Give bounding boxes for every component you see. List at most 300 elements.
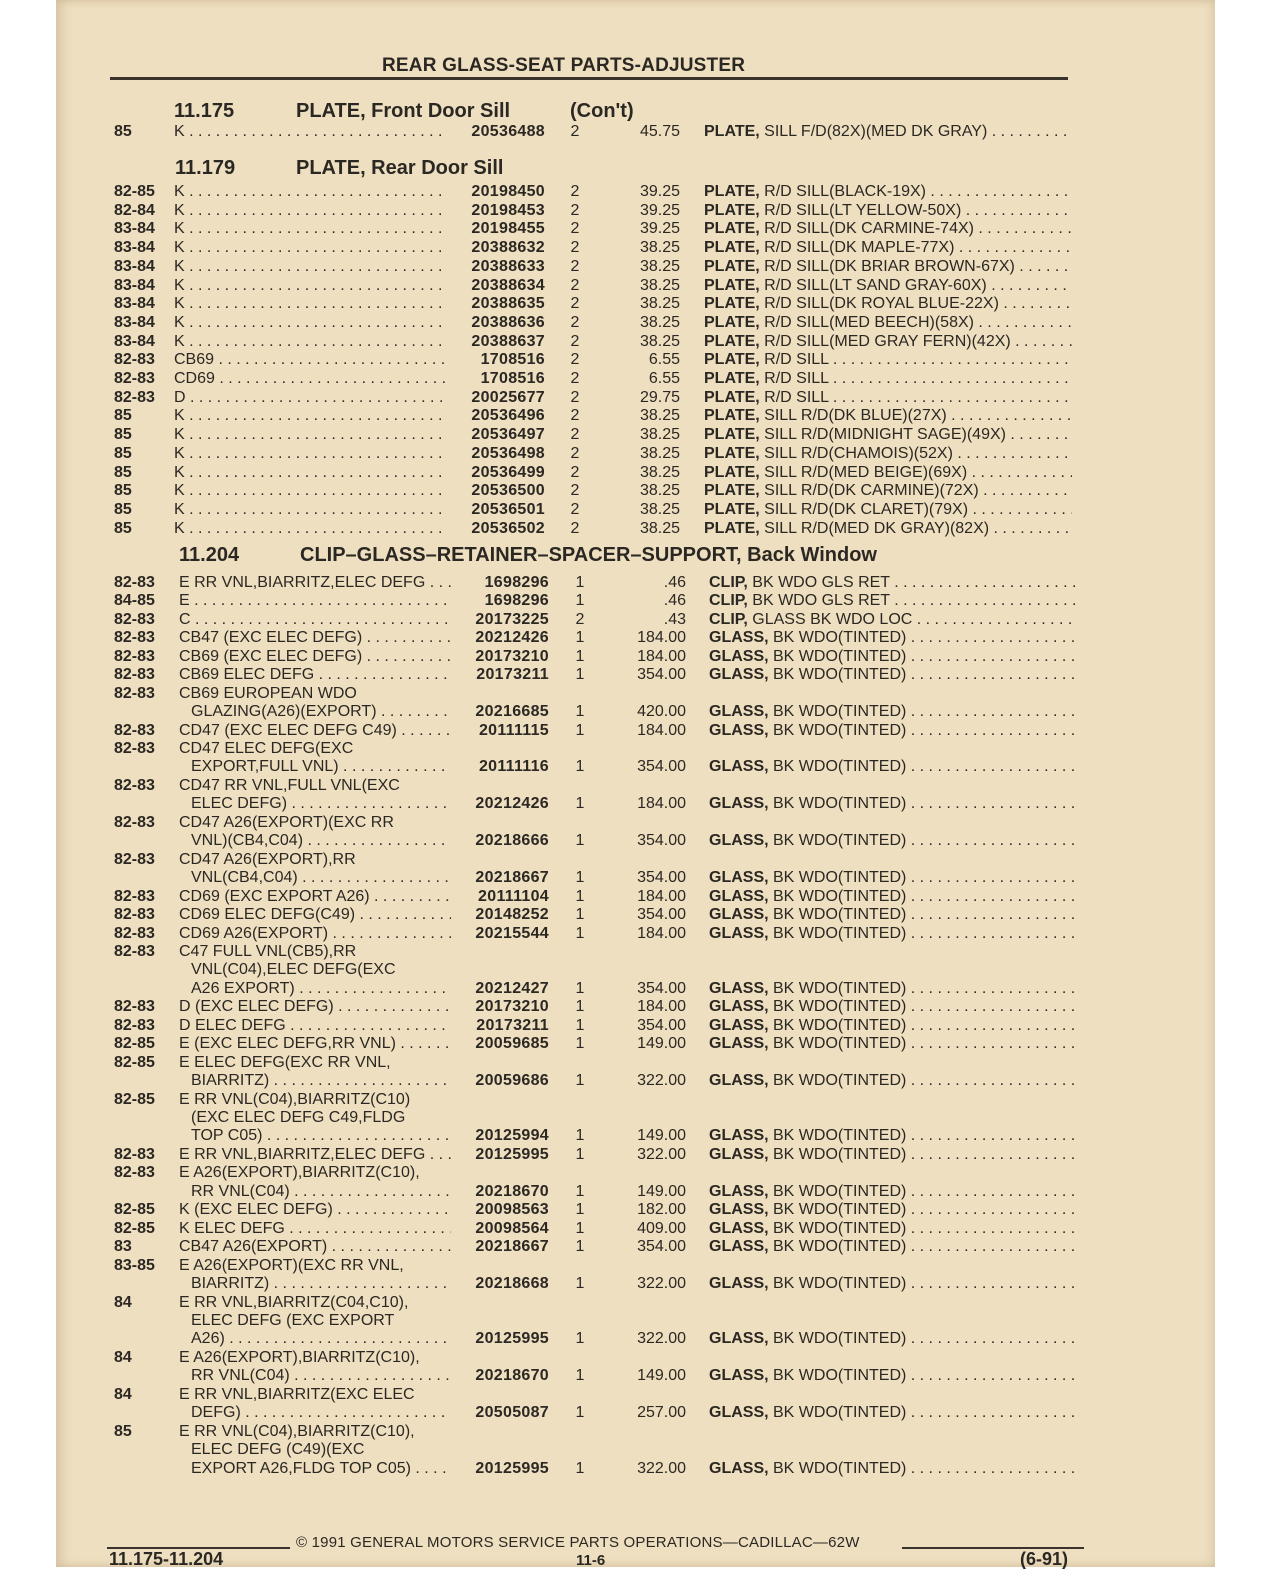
part-number: 20218667 <box>475 869 549 887</box>
part-name <box>704 182 1072 201</box>
usage-description: K . . . <box>174 481 446 500</box>
quantity: 2 <box>570 201 580 219</box>
quantity: 1 <box>575 979 585 997</box>
model-years: 84-85 <box>114 592 155 610</box>
quantity: 1 <box>575 574 585 591</box>
part-row <box>0 238 1275 257</box>
quantity: 2 <box>570 370 580 387</box>
part-row <box>0 721 1275 740</box>
part-number: 20536501 <box>471 500 545 518</box>
usage-description: CD69 . . . <box>174 369 446 388</box>
part-name-keyword: PLATE, <box>704 313 760 331</box>
model-years: 83-84 <box>114 220 155 238</box>
part-name-keyword: GLASS, <box>709 1219 769 1237</box>
part-number: 20198450 <box>471 183 545 200</box>
part-name-keyword: GLASS, <box>709 1072 769 1090</box>
part-name-detail: R/D SILL(MED GRAY FERN)(42X) <box>759 332 1011 350</box>
usage-description: GLAZING(A26)(EXPORT) . . . <box>191 702 451 721</box>
part-name-keyword: PLATE, <box>704 351 760 369</box>
model-years: 82-83 <box>114 370 155 387</box>
part-name-detail: BK WDO(TINTED) <box>768 1238 907 1256</box>
part-name-keyword: GLASS, <box>709 869 769 887</box>
list-price: .46 <box>663 574 686 591</box>
part-name <box>709 610 1076 629</box>
list-price: 322.00 <box>637 1275 686 1293</box>
part-name-detail: R/D SILL <box>759 351 829 369</box>
section-continued-label: (Con't) <box>570 100 634 122</box>
model-years: 85 <box>114 444 132 462</box>
part-name-keyword: GLASS, <box>709 795 769 813</box>
model-years: 82-83 <box>114 666 155 684</box>
part-name-keyword: PLATE, <box>704 257 760 275</box>
part-row <box>0 610 1275 629</box>
model-years: 82-85 <box>114 1035 155 1053</box>
part-name <box>709 1274 1076 1293</box>
usage-description: K . . . <box>174 182 446 201</box>
part-number: 20125995 <box>475 1459 549 1477</box>
part-name <box>709 1182 1076 1201</box>
part-number: 20098563 <box>475 1201 549 1219</box>
quantity: 1 <box>575 703 585 721</box>
list-price: 354.00 <box>637 1016 686 1034</box>
usage-description: CB47 (EXC ELEC DEFG) . . . <box>179 628 451 647</box>
part-name <box>709 1403 1076 1422</box>
part-name <box>704 388 1072 407</box>
part-row <box>0 219 1275 238</box>
part-name-keyword: GLASS, <box>709 1459 769 1477</box>
list-price: 354.00 <box>637 832 686 850</box>
part-number: 20388633 <box>471 257 545 275</box>
part-number: 20025677 <box>471 388 545 406</box>
usage-description: E RR VNL,BIARRITZ,ELEC DEFG . . . <box>179 1145 451 1164</box>
usage-description: VNL(CB4,C04) . . . <box>191 868 451 887</box>
part-name-keyword: GLASS, <box>709 703 769 721</box>
quantity: 1 <box>575 1072 585 1090</box>
part-row <box>0 1200 1275 1219</box>
part-name <box>704 350 1072 369</box>
part-number: 20173211 <box>476 666 549 684</box>
section-number: 11.175 <box>174 100 235 122</box>
part-row <box>0 1256 1275 1293</box>
part-name-keyword: GLASS, <box>709 629 769 647</box>
usage-description: EXPORT A26,FLDG TOP C05) . . . <box>191 1459 451 1478</box>
usage-description: K (EXC ELEC DEFG) . . . <box>179 1200 451 1219</box>
part-name-keyword: PLATE, <box>704 388 760 406</box>
part-number: 20536500 <box>471 482 545 500</box>
part-name-detail: BK WDO(TINTED) <box>768 1182 907 1200</box>
model-years: 82-83 <box>114 740 155 758</box>
quantity: 1 <box>575 1275 585 1293</box>
model-years: 82-83 <box>114 351 155 369</box>
usage-description: VNL)(CB4,C04) . . . <box>191 831 451 850</box>
part-row <box>0 201 1275 220</box>
quantity: 1 <box>575 647 585 665</box>
model-years: 83-84 <box>114 257 155 275</box>
model-years: 82-83 <box>114 1016 155 1034</box>
usage-description: C . . . <box>179 610 451 629</box>
quantity: 1 <box>575 906 585 924</box>
part-name-keyword: GLASS, <box>709 1016 769 1034</box>
part-name-detail: R/D SILL(MED BEECH)(58X) <box>759 313 974 331</box>
part-name <box>704 500 1072 519</box>
usage-description: E A26(EXPORT),BIARRITZ(C10), <box>179 1164 420 1182</box>
quantity: 1 <box>575 998 585 1016</box>
quantity: 1 <box>575 758 585 776</box>
list-price: 39.25 <box>639 183 680 200</box>
model-years: 82-83 <box>114 1145 155 1163</box>
part-name <box>704 444 1072 463</box>
part-name <box>704 201 1072 220</box>
part-name-keyword: GLASS, <box>709 1182 769 1200</box>
part-row <box>0 388 1275 407</box>
part-row <box>0 257 1275 276</box>
part-name-keyword: PLATE, <box>704 482 760 500</box>
list-price: 257.00 <box>637 1404 686 1422</box>
part-number: 20212426 <box>475 795 549 813</box>
model-years: 84 <box>114 1385 132 1403</box>
list-price: 184.00 <box>637 924 686 942</box>
part-name <box>709 1071 1076 1090</box>
part-number: 20218666 <box>475 832 549 850</box>
part-row <box>0 1237 1275 1256</box>
quantity: 1 <box>575 1404 585 1422</box>
list-price: 322.00 <box>637 1459 686 1477</box>
part-name <box>709 665 1076 684</box>
part-row <box>0 313 1275 332</box>
list-price: 38.25 <box>639 444 680 462</box>
part-number: 20212427 <box>475 979 549 997</box>
part-number: 20218670 <box>475 1182 549 1200</box>
part-row <box>0 905 1275 924</box>
usage-description: RR VNL(C04) . . . <box>191 1366 451 1385</box>
part-number: 20388635 <box>471 295 545 313</box>
part-name <box>704 238 1072 257</box>
part-name <box>709 1329 1076 1348</box>
part-name-keyword: GLASS, <box>709 666 769 684</box>
part-name-detail: BK WDO(TINTED) <box>768 1459 907 1477</box>
model-years: 82-83 <box>114 388 155 406</box>
model-years: 85 <box>114 123 132 140</box>
list-price: 6.55 <box>648 351 680 369</box>
part-number: 20098564 <box>475 1219 549 1237</box>
list-price: 354.00 <box>637 979 686 997</box>
part-name <box>704 519 1072 538</box>
usage-description: E RR VNL,BIARRITZ(EXC ELEC <box>179 1385 415 1403</box>
model-years: 82-83 <box>114 924 155 942</box>
usage-description: ELEC DEFG (EXC EXPORT <box>191 1311 395 1329</box>
part-name-keyword: GLASS, <box>709 1145 769 1163</box>
part-row <box>0 776 1275 813</box>
part-row <box>0 122 1275 141</box>
part-number: 20125995 <box>475 1145 549 1163</box>
usage-description: K . . . <box>174 519 446 538</box>
part-name-detail: SILL R/D(MED DK GRAY)(82X) <box>759 519 990 537</box>
usage-description: E (EXC ELEC DEFG,RR VNL) . . . <box>179 1034 451 1053</box>
quantity: 2 <box>570 519 580 537</box>
part-name <box>709 997 1076 1016</box>
part-name-detail: SILL F/D(82X)(MED DK GRAY) <box>759 123 988 140</box>
part-row <box>0 1163 1275 1200</box>
list-price: 39.25 <box>639 220 680 238</box>
part-name <box>704 369 1072 388</box>
model-years: 82-83 <box>114 574 155 591</box>
part-name <box>709 1237 1076 1256</box>
list-price: 409.00 <box>637 1219 686 1237</box>
model-years: 82-84 <box>114 201 155 219</box>
list-price: 149.00 <box>637 1182 686 1200</box>
part-row <box>0 1016 1275 1035</box>
part-row <box>0 997 1275 1016</box>
part-number: 20388636 <box>471 313 545 331</box>
usage-description: K . . . <box>174 219 446 238</box>
part-name-keyword: PLATE, <box>704 500 760 518</box>
part-number: 20059686 <box>475 1072 549 1090</box>
list-price: 45.75 <box>639 123 680 140</box>
model-years: 82-85 <box>114 1053 155 1071</box>
part-row <box>0 591 1275 610</box>
usage-description: E RR VNL(C04),BIARRITZ(C10), <box>179 1422 415 1440</box>
part-name-keyword: GLASS, <box>709 1367 769 1385</box>
part-number: 20173210 <box>475 998 549 1016</box>
part-name <box>709 794 1076 813</box>
model-years: 85 <box>114 1422 132 1440</box>
quantity: 1 <box>575 1182 585 1200</box>
part-number: 20388637 <box>471 332 545 350</box>
part-number: 20173225 <box>475 610 549 628</box>
model-years: 85 <box>114 482 132 500</box>
part-name-detail: SILL R/D(DK BLUE)(27X) <box>759 407 947 425</box>
usage-description: TOP C05) . . . <box>191 1126 451 1145</box>
part-name-detail: SILL R/D(MED BEIGE)(69X) <box>759 463 968 481</box>
list-price: .43 <box>663 610 686 628</box>
footer-date: (6-91) <box>1020 1549 1069 1569</box>
part-name-detail: BK WDO GLS RET <box>747 574 890 591</box>
usage-description: E A26(EXPORT),BIARRITZ(C10), <box>179 1348 420 1366</box>
list-price: 29.75 <box>639 388 680 406</box>
usage-description: C47 FULL VNL(CB5),RR <box>179 943 357 960</box>
part-name-detail: BK WDO(TINTED) <box>768 1127 907 1145</box>
usage-description: CB47 A26(EXPORT) . . . <box>179 1237 451 1256</box>
part-number: 20125994 <box>475 1127 549 1145</box>
part-name-detail: R/D SILL(DK CARMINE-74X) <box>759 220 974 238</box>
part-name-detail: BK WDO(TINTED) <box>768 647 907 665</box>
quantity: 2 <box>570 500 580 518</box>
list-price: 38.25 <box>639 482 680 500</box>
part-number: 20388634 <box>471 276 545 294</box>
quantity: 2 <box>570 482 580 500</box>
usage-description: K . . . <box>174 294 446 313</box>
quantity: 1 <box>575 592 585 610</box>
part-name <box>709 757 1076 776</box>
part-name <box>704 276 1072 295</box>
quantity: 2 <box>575 610 585 628</box>
part-name-keyword: PLATE, <box>704 239 760 257</box>
quantity: 1 <box>575 1145 585 1163</box>
part-row <box>0 924 1275 943</box>
part-number: 20212426 <box>475 629 549 647</box>
model-years: 82-83 <box>114 721 155 739</box>
section-title: PLATE, Rear Door Sill <box>296 157 504 179</box>
usage-description: DEFG) . . . <box>191 1403 451 1422</box>
part-name-detail: BK WDO(TINTED) <box>768 979 907 997</box>
part-name-detail: BK WDO(TINTED) <box>768 1035 907 1053</box>
part-name-detail: BK WDO(TINTED) <box>768 1072 907 1090</box>
part-row <box>0 425 1275 444</box>
usage-description: K . . . <box>174 463 446 482</box>
model-years: 82-83 <box>114 610 155 628</box>
part-name-keyword: GLASS, <box>709 1404 769 1422</box>
part-name <box>709 1366 1076 1385</box>
part-number: 20536488 <box>471 123 545 140</box>
quantity: 2 <box>570 239 580 257</box>
list-price: 322.00 <box>637 1330 686 1348</box>
part-name <box>704 463 1072 482</box>
usage-description: CD69 ELEC DEFG(C49) . . . <box>179 905 451 924</box>
part-number: 20148252 <box>475 906 549 924</box>
list-price: 149.00 <box>637 1035 686 1053</box>
model-years: 82-85 <box>114 183 155 200</box>
list-price: 182.00 <box>637 1201 686 1219</box>
part-number: 1698296 <box>484 592 549 610</box>
usage-description: K . . . <box>174 444 446 463</box>
usage-description: E RR VNL,BIARRITZ,ELEC DEFG . . . <box>179 573 451 592</box>
usage-description: CD47 A26(EXPORT),RR <box>179 850 356 868</box>
part-name <box>704 481 1072 500</box>
part-name <box>709 702 1076 721</box>
part-row <box>0 481 1275 500</box>
part-name <box>704 406 1072 425</box>
part-name <box>709 1016 1076 1035</box>
part-name-keyword: GLASS, <box>709 1035 769 1053</box>
model-years: 85 <box>114 519 132 537</box>
part-row <box>0 1219 1275 1238</box>
section-number: 11.179 <box>175 157 236 179</box>
quantity: 2 <box>570 276 580 294</box>
usage-description: E A26(EXPORT)(EXC RR VNL, <box>179 1256 404 1274</box>
usage-description: K . . . <box>174 201 446 220</box>
usage-description: E RR VNL,BIARRITZ(C04,C10), <box>179 1293 409 1311</box>
usage-description: BIARRITZ) . . . <box>191 1071 451 1090</box>
quantity: 2 <box>570 313 580 331</box>
part-row <box>0 500 1275 519</box>
part-name-keyword: PLATE, <box>704 201 760 219</box>
part-name-keyword: GLASS, <box>709 721 769 739</box>
list-price: 38.25 <box>639 257 680 275</box>
quantity: 1 <box>575 869 585 887</box>
part-name <box>709 573 1076 592</box>
usage-description: K . . . <box>174 276 446 295</box>
part-number: 20505087 <box>475 1404 549 1422</box>
part-number: 20536499 <box>471 463 545 481</box>
part-name-detail: R/D SILL(DK BRIAR BROWN-67X) <box>759 257 1015 275</box>
usage-description: K ELEC DEFG . . . <box>179 1219 451 1238</box>
list-price: 149.00 <box>637 1127 686 1145</box>
part-name <box>704 257 1072 276</box>
list-price: 38.25 <box>639 463 680 481</box>
list-price: 38.25 <box>639 239 680 257</box>
part-name <box>709 868 1076 887</box>
part-name-detail: BK WDO(TINTED) <box>768 887 907 905</box>
list-price: 184.00 <box>637 629 686 647</box>
part-name-detail: GLASS BK WDO LOC <box>747 610 913 628</box>
part-name-detail: R/D SILL(LT SAND GRAY-60X) <box>759 276 987 294</box>
part-number: 20536498 <box>471 444 545 462</box>
usage-description: (EXC ELEC DEFG C49,FLDG <box>191 1109 406 1127</box>
part-name-keyword: GLASS, <box>709 1127 769 1145</box>
part-name-detail: R/D SILL <box>759 370 829 387</box>
part-row <box>0 276 1275 295</box>
part-name-detail: BK WDO(TINTED) <box>768 1016 907 1034</box>
part-number: 20173210 <box>475 647 549 665</box>
section-title: PLATE, Front Door Sill <box>296 100 511 122</box>
part-name <box>704 425 1072 444</box>
list-price: 354.00 <box>637 906 686 924</box>
part-name <box>709 1034 1076 1053</box>
model-years: 83-84 <box>114 276 155 294</box>
usage-description: VNL(C04),ELEC DEFG(EXC <box>191 961 396 979</box>
list-price: 38.25 <box>639 313 680 331</box>
model-years: 82-83 <box>114 647 155 665</box>
part-name <box>709 591 1076 610</box>
model-years: 84 <box>114 1348 132 1366</box>
list-price: 6.55 <box>648 370 680 387</box>
part-name <box>709 1126 1076 1145</box>
part-number: 20388632 <box>471 239 545 257</box>
part-name-detail: BK WDO(TINTED) <box>768 906 907 924</box>
usage-description: EXPORT,FULL VNL) . . . <box>191 757 451 776</box>
quantity: 2 <box>570 351 580 369</box>
part-row <box>0 1348 1275 1385</box>
part-row <box>0 1053 1275 1090</box>
part-row <box>0 294 1275 313</box>
part-number: 20216685 <box>475 703 549 721</box>
part-name-keyword: PLATE, <box>704 183 760 200</box>
list-price: 184.00 <box>637 887 686 905</box>
part-name <box>709 721 1076 740</box>
part-number: 20218667 <box>475 1238 549 1256</box>
part-name-keyword: GLASS, <box>709 1238 769 1256</box>
part-number: 20059685 <box>475 1035 549 1053</box>
part-number: 20218668 <box>475 1275 549 1293</box>
usage-description: ELEC DEFG (C49)(EXC <box>191 1441 365 1459</box>
list-price: 38.25 <box>639 276 680 294</box>
part-name-detail: SILL R/D(DK CLARET)(79X) <box>759 500 969 518</box>
part-name <box>709 831 1076 850</box>
part-row <box>0 406 1275 425</box>
header-rule <box>110 77 1068 80</box>
quantity: 1 <box>575 795 585 813</box>
part-name-detail: BK WDO(TINTED) <box>768 924 907 942</box>
part-name-detail: BK WDO(TINTED) <box>768 1275 907 1293</box>
list-price: 38.25 <box>639 426 680 444</box>
list-price: 38.25 <box>639 519 680 537</box>
usage-description: CB69 . . . <box>174 350 446 369</box>
model-years: 82-85 <box>114 1219 155 1237</box>
part-name-keyword: PLATE, <box>704 332 760 350</box>
part-row <box>0 647 1275 666</box>
part-name-keyword: GLASS, <box>709 1201 769 1219</box>
part-name-detail: BK WDO(TINTED) <box>768 832 907 850</box>
usage-description: D . . . <box>174 388 446 407</box>
usage-description: K . . . <box>174 257 446 276</box>
quantity: 1 <box>575 1330 585 1348</box>
quantity: 1 <box>575 1201 585 1219</box>
quantity: 2 <box>570 332 580 350</box>
model-years: 82-83 <box>114 943 155 960</box>
part-name-keyword: GLASS, <box>709 647 769 665</box>
quantity: 2 <box>570 257 580 275</box>
part-name-detail: BK WDO(TINTED) <box>768 629 907 647</box>
